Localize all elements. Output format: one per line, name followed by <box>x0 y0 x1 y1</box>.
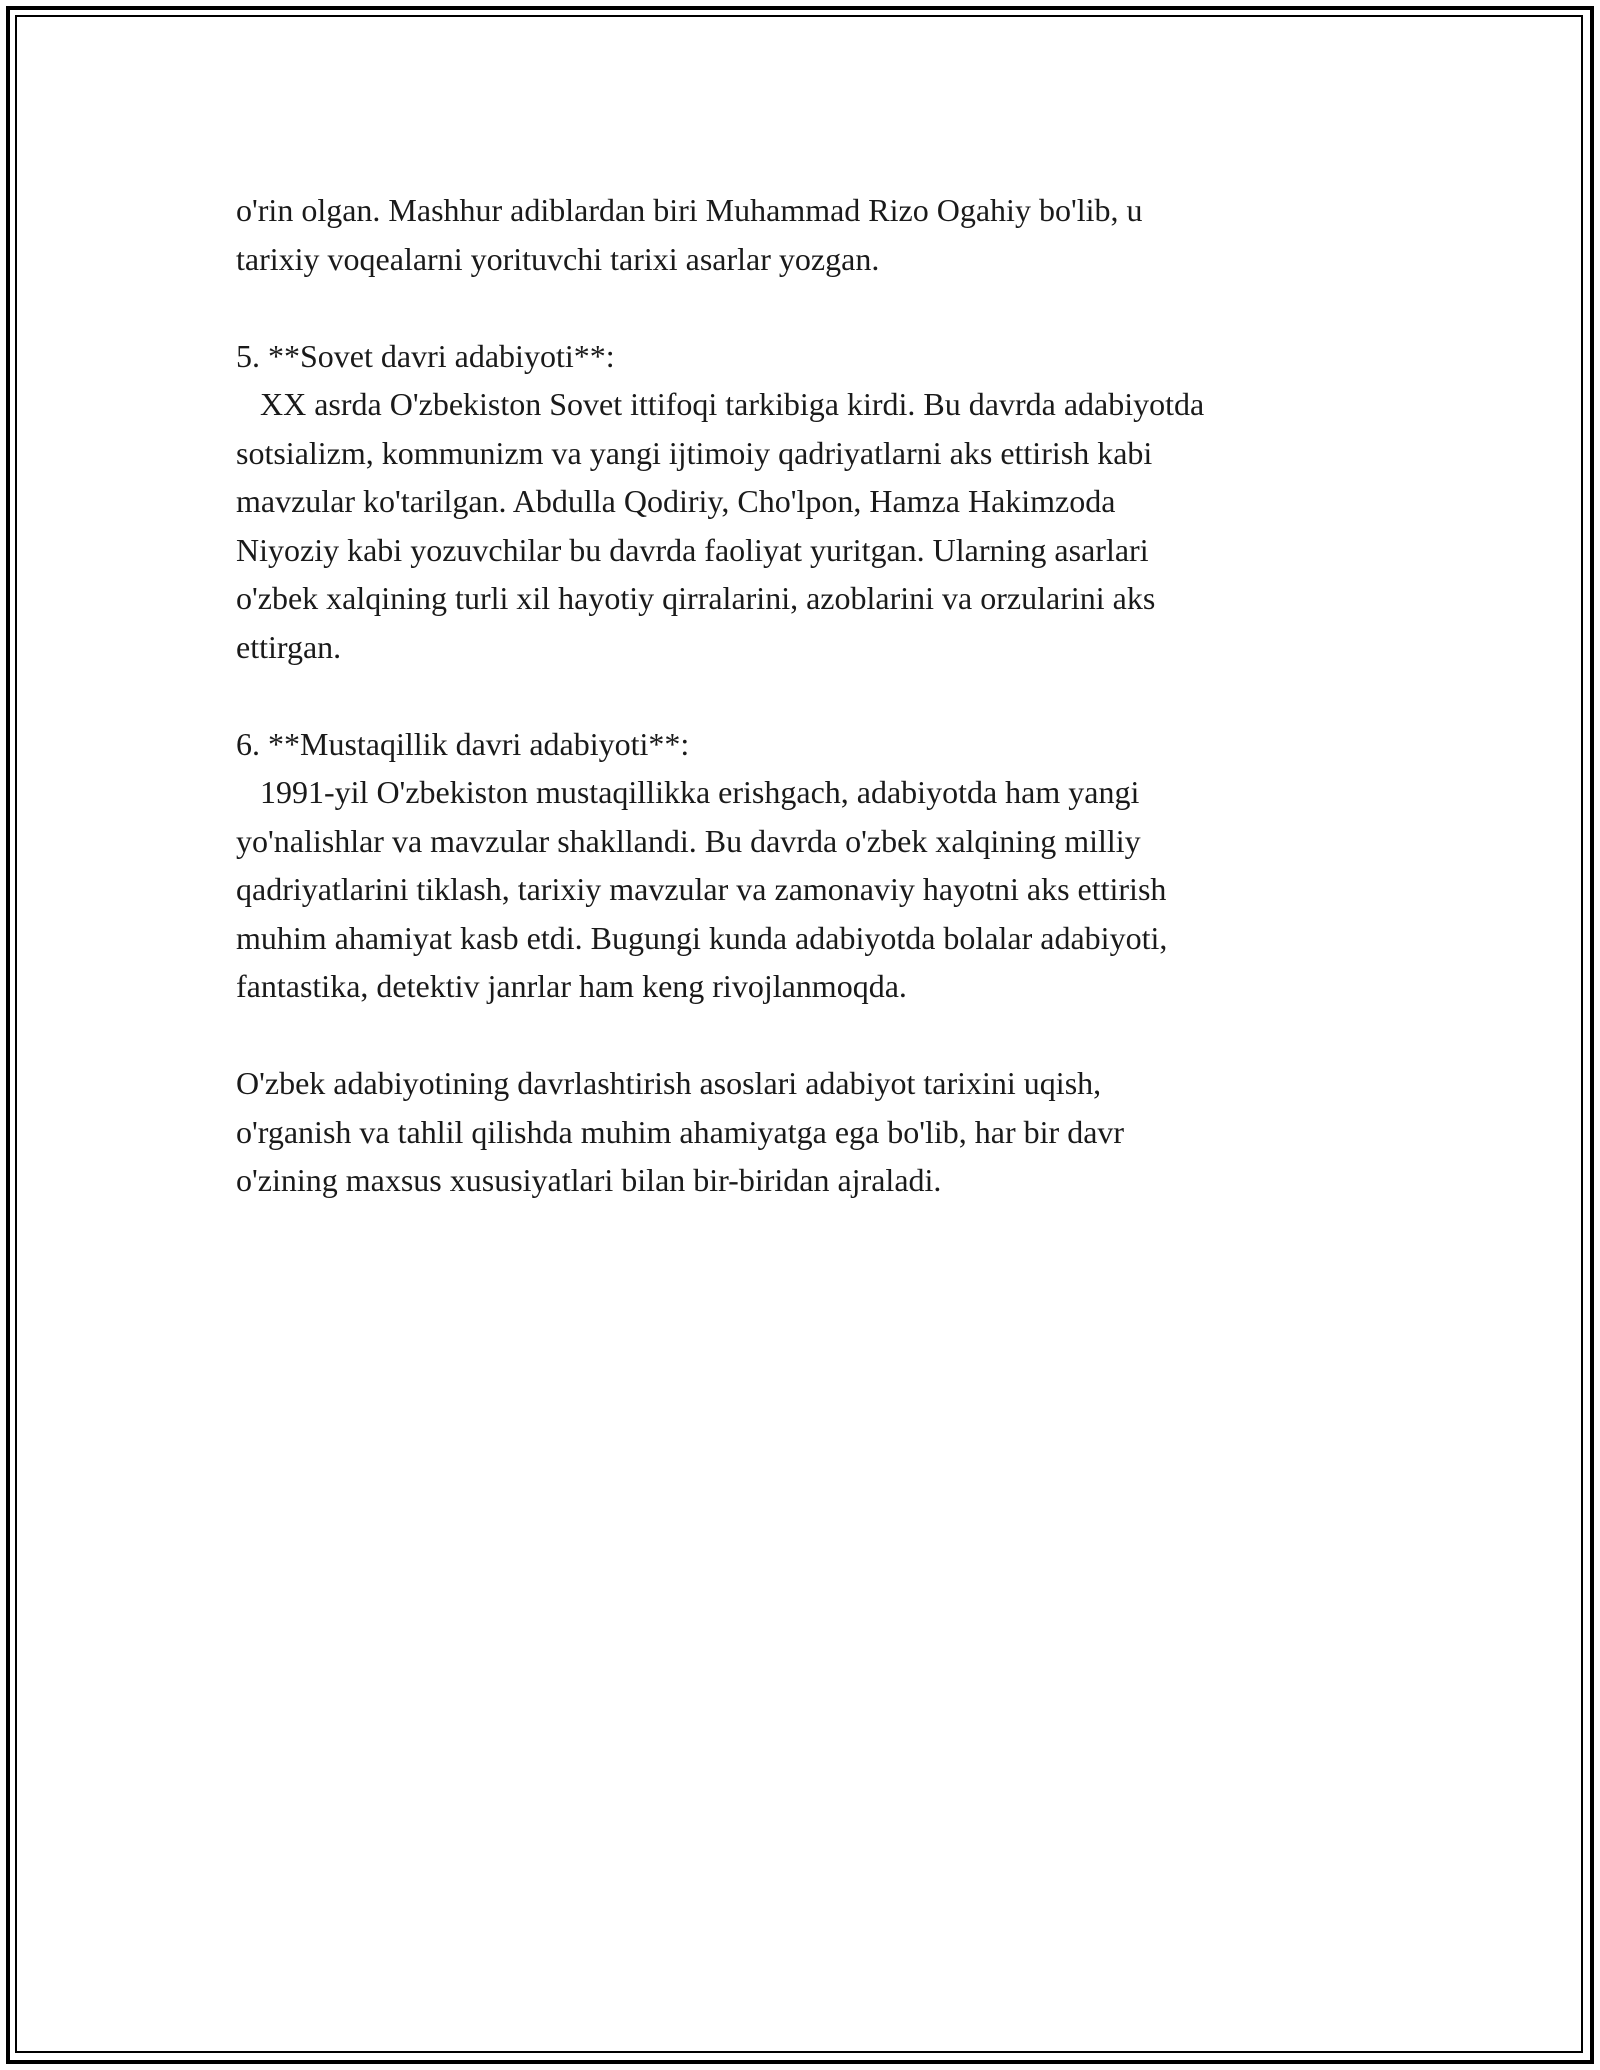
intro-line: o'rin olgan. Mashhur adiblardan biri Muhammad Rizo Ogahiy bo'lib, u <box>236 192 1143 228</box>
section-5-heading: 5. **Sovet davri adabiyoti**: <box>236 337 615 374</box>
section-6-heading: 6. **Mustaqillik davri adabiyoti**: <box>236 725 690 762</box>
section-6-line: fantastika, detektiv janrlar ham keng rivojlanmoqda. <box>236 968 907 1004</box>
section-5-line: sotsializm, kommunizm va yangi ijtimoiy qadriyatlarni aks ettirish kabi <box>236 434 1153 471</box>
document-body <box>236 186 1396 1205</box>
section-6-line: yo'nalishlar va mavzular shakllandi. Bu davrda o'zbek xalqining milliy <box>236 822 1141 859</box>
section-5-line: XX asrda O'zbekiston Sovet ittifoqi tarkibiga kirdi. Bu davrda adabiyotda <box>236 386 1205 422</box>
section-5-line: mavzular ko'tarilgan. Abdulla Qodiriy, Cho'lpon, Hamza Hakimzoda <box>236 483 1116 519</box>
conclusion-line: o'rganish va tahlil qilishda muhim ahamiyatga ega bo'lib, har bir davr <box>236 1113 1125 1150</box>
conclusion-line: o'zining maxsus xususiyatlari bilan bir-biridan ajraladi. <box>236 1162 942 1198</box>
section-5-line: o'zbek xalqining turli xil hayotiy qirralarini, azoblarini va orzularini aks <box>236 580 1156 616</box>
section-5-line: Niyoziy kabi yozuvchilar bu davrda faoliyat yuritgan. Ularning asarlari <box>236 531 1149 568</box>
paragraph-spacer <box>236 671 1396 720</box>
paragraph-spacer <box>236 1011 1396 1060</box>
section-6-line: 1991-yil O'zbekiston mustaqillikka erishgach, adabiyotda ham yangi <box>236 774 1140 810</box>
conclusion-line: O'zbek adabiyotining davrlashtirish asoslari adabiyot tarixini uqish, <box>236 1065 1102 1101</box>
section-6-line: muhim ahamiyat kasb etdi. Bugungi kunda adabiyotda bolalar adabiyoti, <box>236 919 1168 956</box>
intro-line: tarixiy voqealarni yorituvchi tarixi asarlar yozgan. <box>236 240 880 277</box>
section-5-line: ettirgan. <box>236 628 342 665</box>
section-6-line: qadriyatlarini tiklash, tarixiy mavzular va zamonaviy hayotni aks ettirish <box>236 871 1167 907</box>
paragraph-spacer <box>236 283 1396 332</box>
